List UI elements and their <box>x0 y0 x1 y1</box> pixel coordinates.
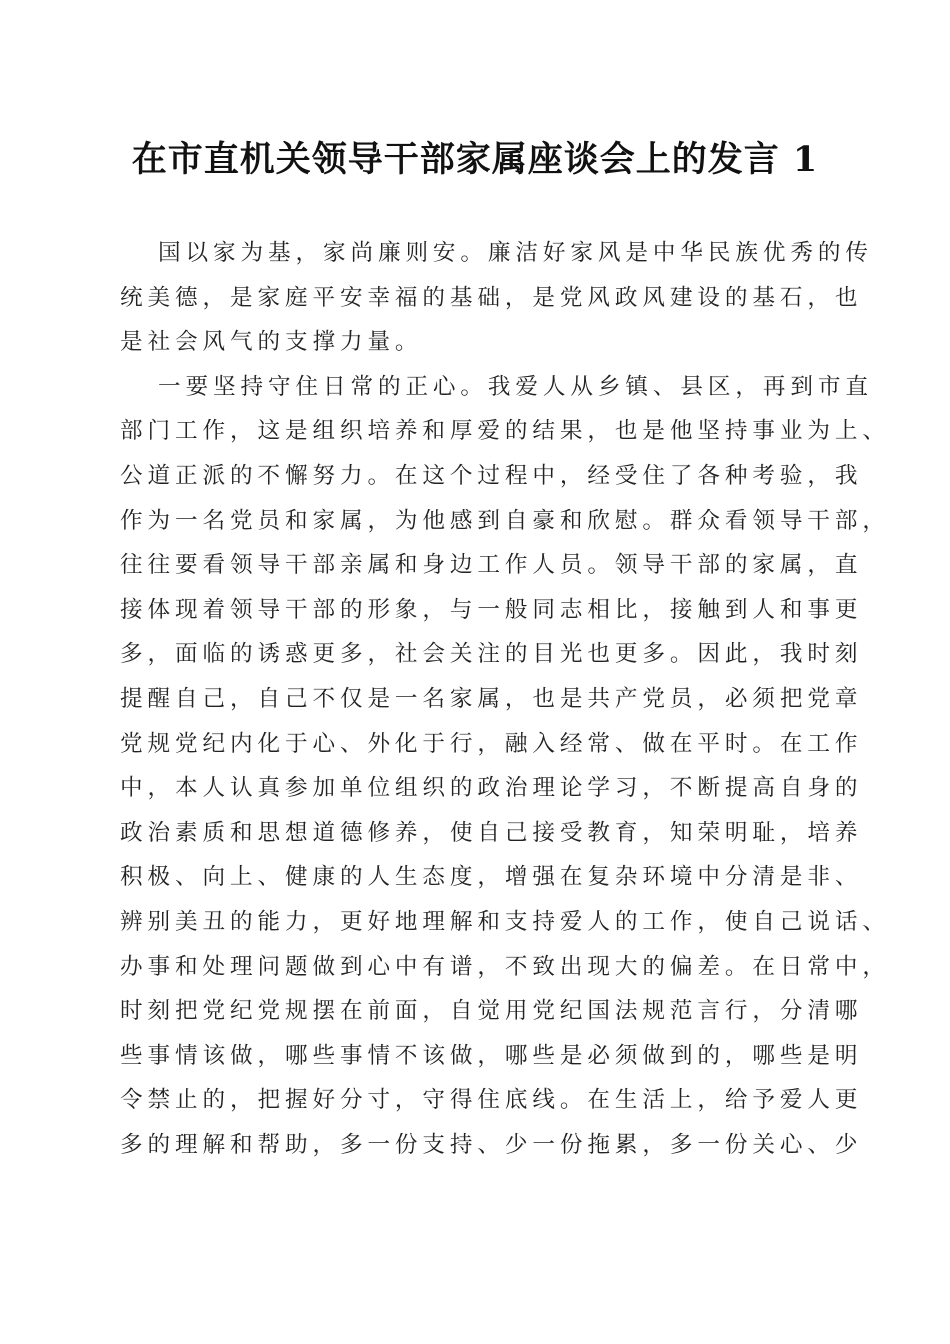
text-line: 是社会风气的支撑力量。 <box>120 329 423 356</box>
text-line: 办事和处理问题做到心中有谱，不致出现大的偏差。在日常中， <box>120 953 890 980</box>
document-title: 在市直机关领导干部家属座谈会上的发言 1 <box>131 139 819 180</box>
text-line: 提醒自己，自己不仅是一名家属，也是共产党员，必须把党章 <box>120 685 863 712</box>
text-line: 中，本人认真参加单位组织的政治理论学习，不断提高自身的 <box>120 775 863 802</box>
text-line: 部门工作，这是组织培养和厚爱的结果，也是他坚持事业为上、 <box>120 418 890 445</box>
text-line: 积极、向上、健康的人生态度，增强在复杂环境中分清是非、 <box>120 864 863 891</box>
text-line: 多，面临的诱惑更多，社会关注的目光也更多。因此，我时刻 <box>120 641 863 668</box>
text-line: 党规党纪内化于心、外化于行，融入经常、做在平时。在工作 <box>120 730 863 757</box>
text-line: 令禁止的，把握好分寸，守得住底线。在生活上，给予爱人更 <box>120 1087 863 1114</box>
text-line <box>120 1167 832 1212</box>
text-line: 一要坚持守住日常的正心。我爱人从乡镇、县区，再到市直 <box>158 373 873 400</box>
text-line: 接体现着领导干部的形象，与一般同志相比，接触到人和事更 <box>120 596 863 623</box>
text-line: 政治素质和思想道德修养，使自己接受教育，知荣明耻，培养 <box>120 819 863 846</box>
text-line: 些事情该做，哪些事情不该做，哪些是必须做到的，哪些是明 <box>120 1042 863 1069</box>
document-body <box>120 231 890 1212</box>
paragraph-intro <box>120 231 873 365</box>
text-line: 统美德，是家庭平安幸福的基础，是党风政风建设的基石，也 <box>120 284 863 311</box>
text-line: 辨别美丑的能力，更好地理解和支持爱人的工作，使自己说话、 <box>120 908 890 935</box>
text-line: 国以家为基，家尚廉则安。廉洁好家风是中华民族优秀的传 <box>158 240 873 266</box>
text-line: 时刻把党纪党规摆在前面，自觉用党纪国法规范言行，分清哪 <box>120 998 863 1025</box>
text-line: 公道正派的不懈努力。在这个过程中，经受住了各种考验，我 <box>120 462 863 489</box>
text-line: 往往要看领导干部亲属和身边工作人员。领导干部的家属，直 <box>120 552 863 579</box>
text-line: 作为一名党员和家属，为他感到自豪和欣慰。群众看领导干部， <box>120 507 890 534</box>
paragraph-point-one <box>120 365 890 1212</box>
text-line: 多的理解和帮助，多一份支持、少一份拖累，多一份关心、少 <box>120 1131 863 1158</box>
